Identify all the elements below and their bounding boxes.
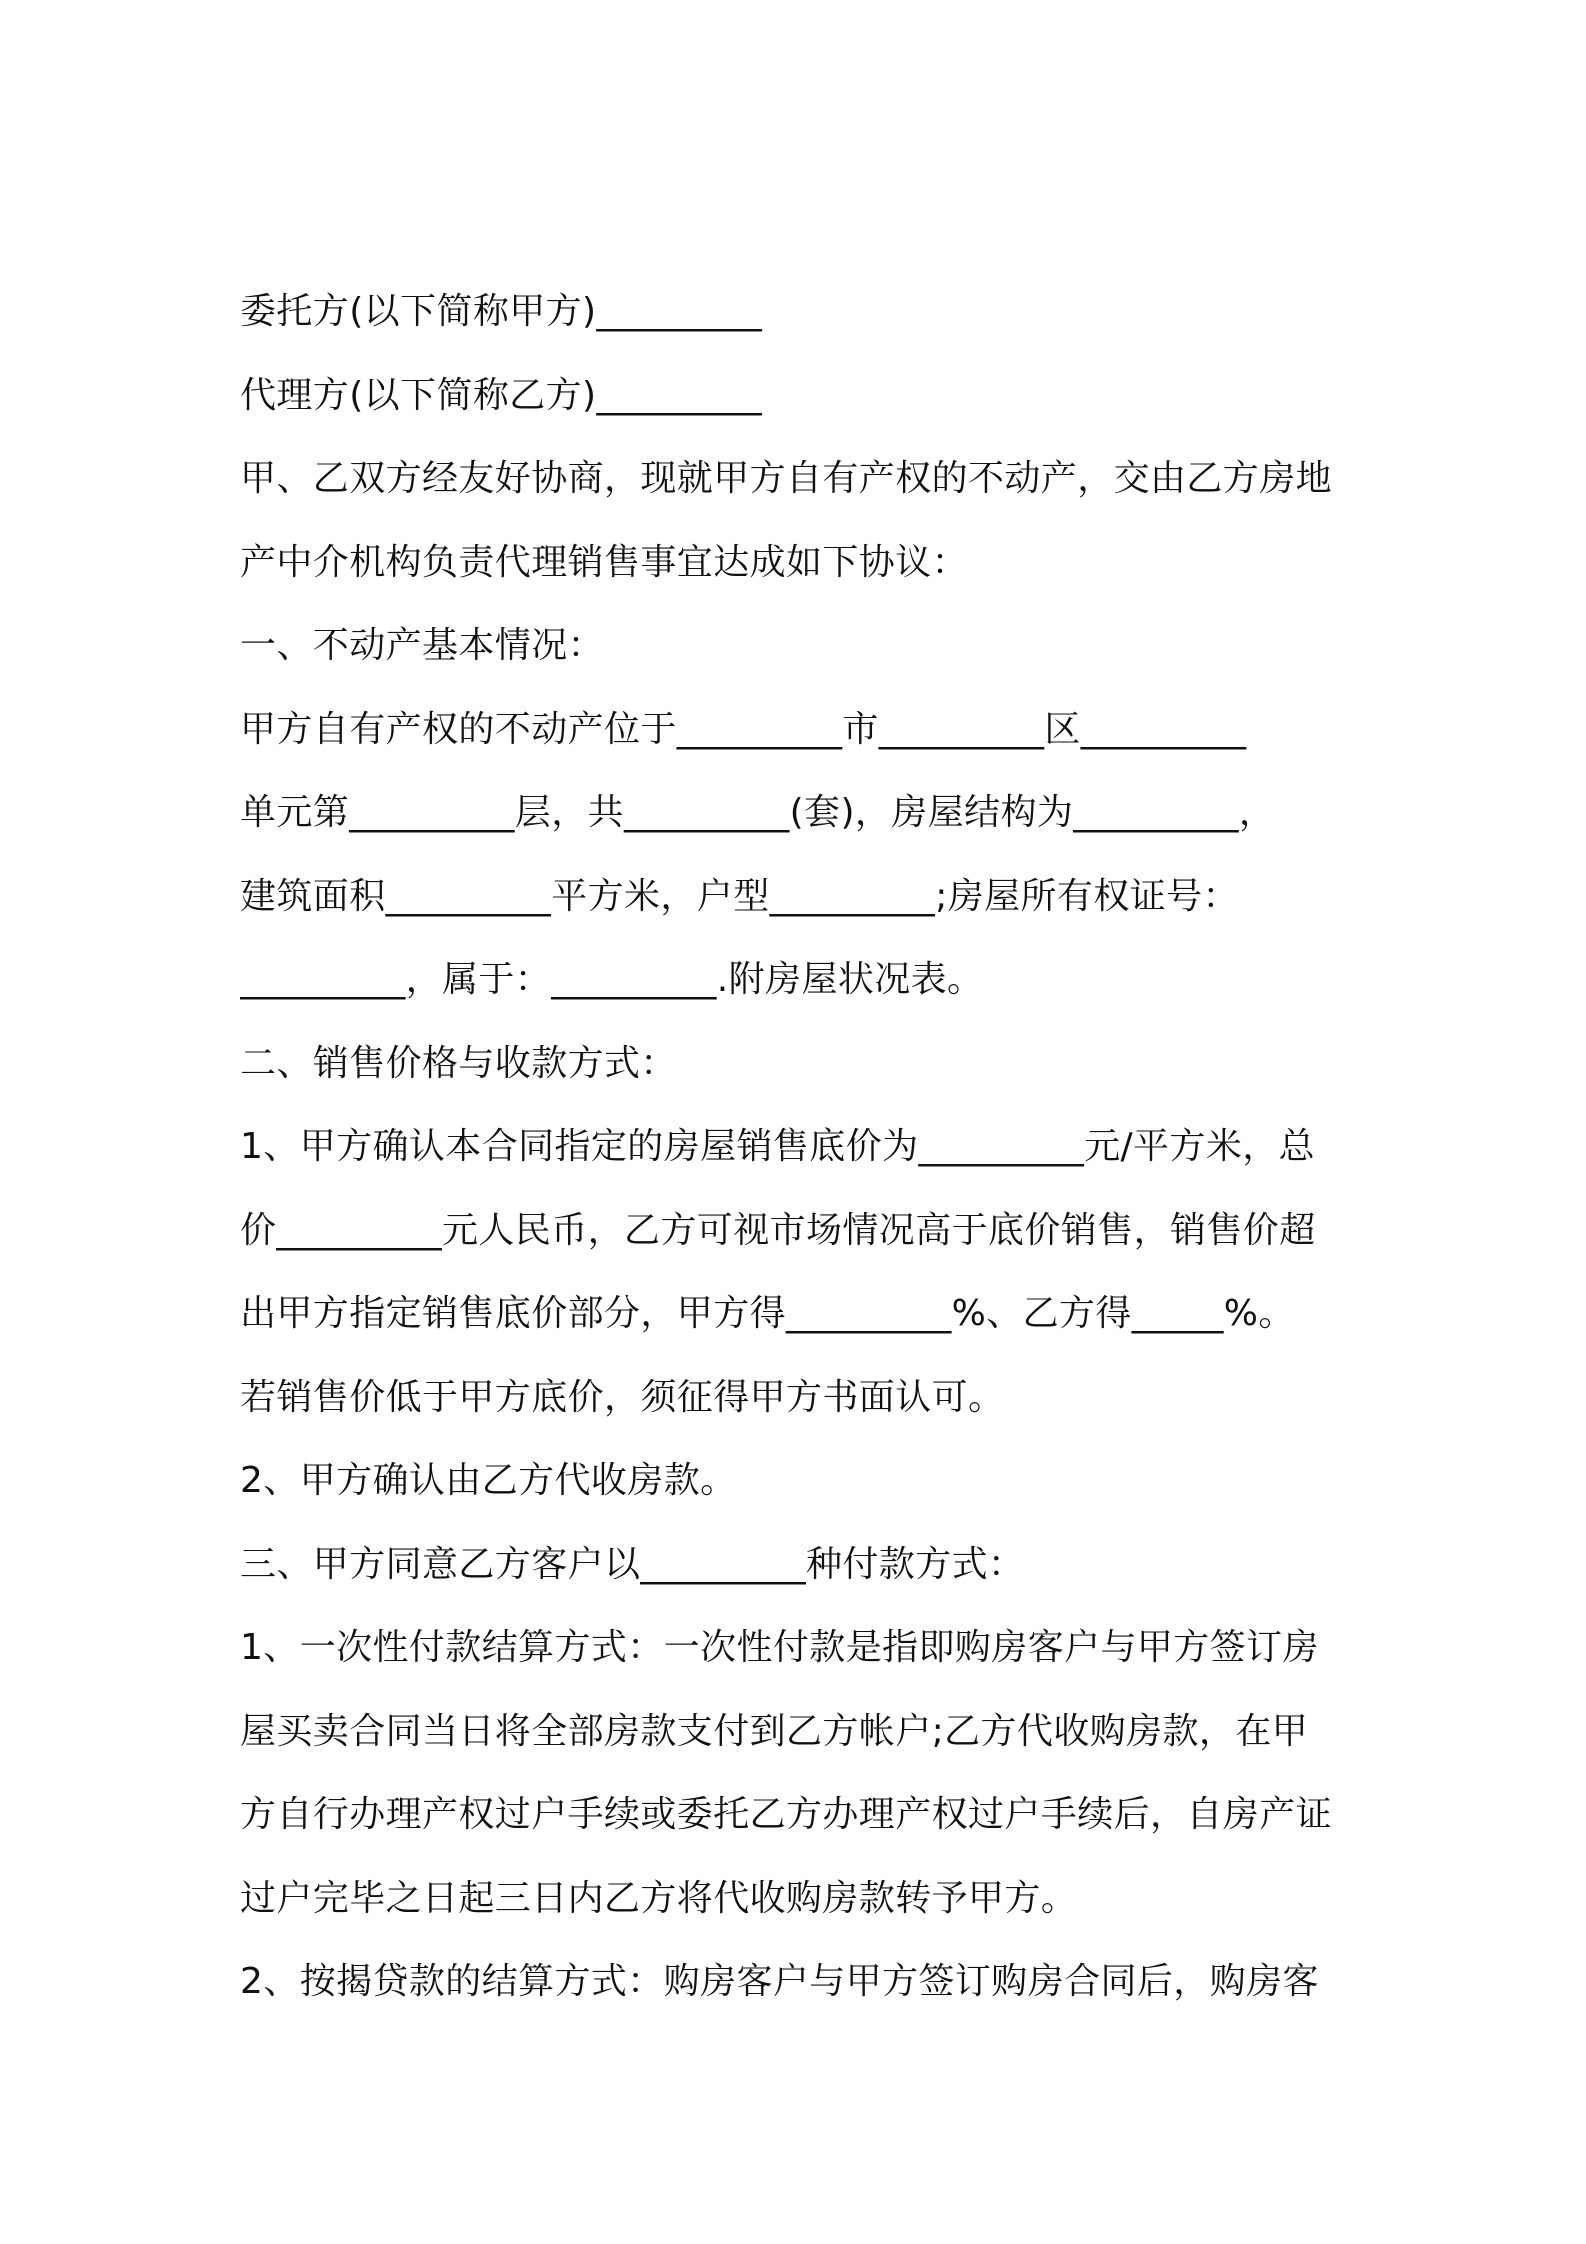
body-line: 1、一次性付款结算方式：一次性付款是指即购房客户与甲方签订房 <box>240 1627 1319 1668</box>
body-line: 过户完毕之日起三日内乙方将代收购房款转予甲方。 <box>240 1877 1078 1919</box>
body-line: 方自行办理产权过户手续或委托乙方办理产权过户手续后，自房产证 <box>240 1794 1333 1835</box>
body-line: _________，属于：_________.附房屋状况表。 <box>240 959 984 1000</box>
body-line: 价_________元人民币，乙方可视市场情况高于底价销售，销售价超 <box>240 1209 1316 1251</box>
body-line: 出甲方指定销售底价部分，甲方得_________%、乙方得_____%。 <box>240 1293 1295 1334</box>
body-line: 2、按揭贷款的结算方式：购房客户与甲方签订购房合同后，购房客 <box>240 1961 1319 2002</box>
section-heading: 二、销售价格与收款方式： <box>240 1042 677 1084</box>
contract-body <box>240 282 1360 2036</box>
principal-line: 委托方(以下简称甲方)_________ <box>240 291 763 332</box>
body-line: 屋买卖合同当日将全部房款支付到乙方帐户;乙方代收购房款，在甲 <box>240 1710 1309 1752</box>
body-line: 单元第_________层，共_________(套)，房屋结构为_________， <box>240 792 1276 833</box>
agent-line: 代理方(以下简称乙方)_________ <box>240 374 763 416</box>
body-line: 建筑面积_________平方米，户型_________;房屋所有权证号： <box>240 875 1239 917</box>
body-line: 若销售价低于甲方底价，须征得甲方书面认可。 <box>240 1376 1005 1418</box>
body-line: 甲方自有产权的不动产位于_________市_________区_________ <box>240 708 1247 750</box>
body-line: 2、甲方确认由乙方代收房款。 <box>240 1460 737 1501</box>
section-heading: 三、甲方同意乙方客户以_________种付款方式： <box>240 1543 1025 1585</box>
preamble-line: 甲、乙双方经友好协商，现就甲方自有产权的不动产，交由乙方房地 <box>240 458 1333 499</box>
body-line: 1、甲方确认本合同指定的房屋销售底价为_________元/平方米，总 <box>240 1126 1316 1167</box>
section-heading: 一、不动产基本情况： <box>240 625 605 666</box>
preamble-line: 产中介机构负责代理销售事宜达成如下协议： <box>240 541 969 583</box>
